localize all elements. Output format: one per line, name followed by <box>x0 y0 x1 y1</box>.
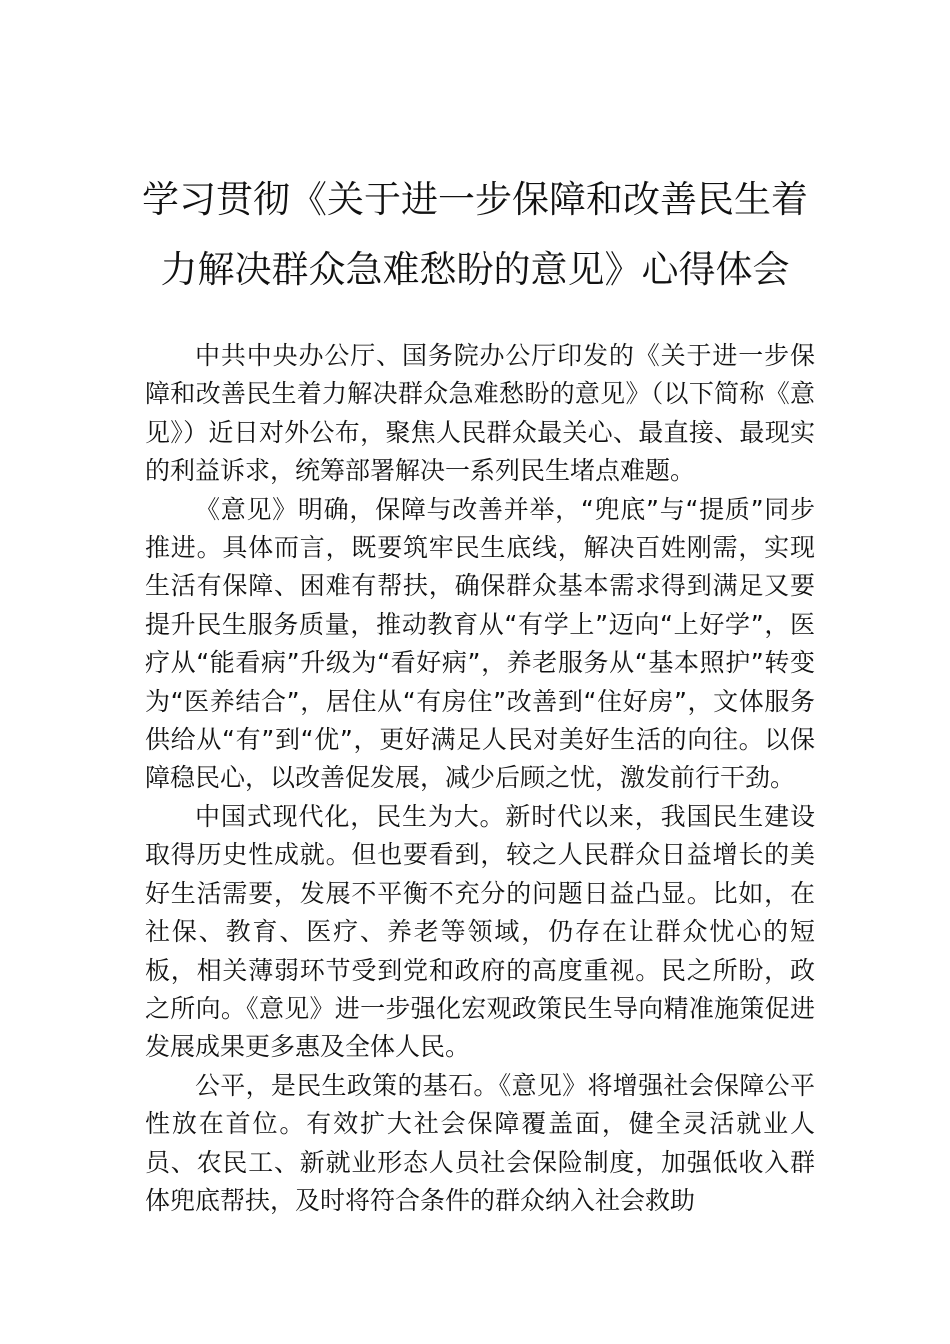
paragraph-1: 中共中央办公厅、国务院办公厅印发的《关于进一步保障和改善民生着力解决群众急难愁盼的意见》（以下简称《意见》）近日对外公布，聚焦人民群众最关心、最直接、最现实的利益诉求，统筹部署解决一系列民生堵点难题。 <box>145 341 815 486</box>
paragraph-2: 《意见》明确，保障与改善并举，“兜底”与“提质”同步推进。具体而言，既要筑牢民生底线，解决百姓刚需，实现生活有保障、困难有帮扶，确保群众基本需求得到满足又要提升民生服务质量，推动教育从“有学上”迈向“上好学”，医疗从“能看病”升级为“看好病”，养老服务从“基本照护”转变为“医养结合”，居住从“有房住”改善到“住好房”，文体服务供给从“有”到“优”，更好满足人民对美好生活的向往。以保障稳民心，以改善促发展，减少后顾之忧，激发前行干劲。 <box>145 494 815 793</box>
document-title-line-1: 学习贯彻《关于进一步保障和改善民生着 <box>142 178 808 221</box>
document-body <box>145 337 815 1220</box>
document-title-line-2: 力解决群众急难愁盼的意见》心得体会 <box>160 248 790 291</box>
paragraph-4: 公平，是民生政策的基石。《意见》将增强社会保障公平性放在首位。有效扩大社会保障覆盖面，健全灵活就业人员、农民工、新就业形态人员社会保险制度，加强低收入群体兜底帮扶，及时将符合条件的群众纳入社会救助 <box>145 1070 815 1215</box>
paragraph-3: 中国式现代化，民生为大。新时代以来，我国民生建设取得历史性成就。但也要看到，较之人民群众日益增长的美好生活需要，发展不平衡不充分的问题日益凸显。比如，在社保、教育、医疗、养老等领域，仍存在让群众忧心的短板，相关薄弱环节受到党和政府的高度重视。民之所盼，政之所向。《意见》进一步强化宏观政策民生导向精准施策促进发展成果更多惠及全体人民。 <box>145 801 815 1062</box>
